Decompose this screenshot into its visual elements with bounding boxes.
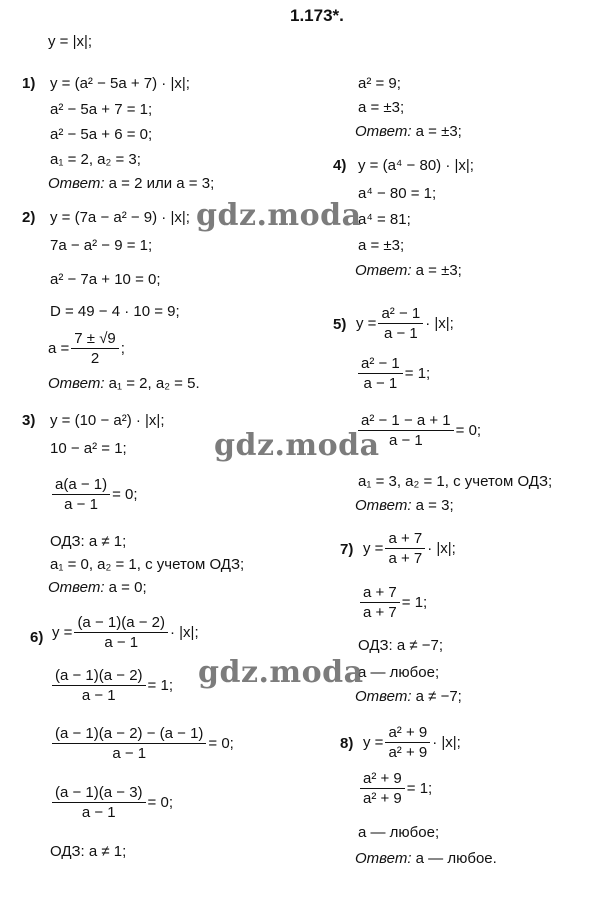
fraction-lhs: y = xyxy=(363,540,384,557)
fraction-rhs: = 1; xyxy=(404,365,431,382)
fraction-denominator: a − 1 xyxy=(64,496,98,513)
answer-value: a = 0; xyxy=(108,579,147,596)
p4-line-3: a⁴ = 81; xyxy=(358,211,411,228)
fraction-numerator: (a − 1)(a − 3) xyxy=(52,784,146,803)
fraction-numerator: (a − 1)(a − 2) xyxy=(52,667,146,686)
p1-line-2: a² − 5a + 7 = 1; xyxy=(50,101,153,118)
p3-line-1: y = (10 − a²) · |x|; xyxy=(50,412,165,429)
fraction-denominator: a² + 9 xyxy=(388,744,428,761)
p6-odz: ОДЗ: a ≠ 1; xyxy=(50,843,127,860)
p2-line-4: D = 49 − 4 · 10 = 9; xyxy=(50,303,180,320)
fraction-rhs: = 0; xyxy=(147,794,173,811)
p2-line-3: a² − 7a + 10 = 0; xyxy=(50,271,161,288)
item-number-2: 2) xyxy=(22,209,36,226)
answer-label: Ответ: xyxy=(48,375,105,392)
fraction-numerator: a(a − 1) xyxy=(52,476,110,495)
fraction-lhs: a = xyxy=(48,340,70,357)
fraction-numerator: a² + 9 xyxy=(385,724,430,743)
intro-line: y = |x|; xyxy=(48,33,93,50)
p1-line-4: a₁ = 2, a₂ = 3; xyxy=(50,151,141,168)
p6-fraction-3 xyxy=(50,725,234,762)
fraction-numerator: a + 7 xyxy=(360,584,400,603)
fraction-numerator: 7 ± √9 xyxy=(71,330,118,349)
p1-line-1: y = (a² − 5a + 7) · |x|; xyxy=(50,75,190,92)
p8-fraction-1 xyxy=(363,724,461,761)
fraction-numerator: a² − 1 xyxy=(378,305,423,324)
item-number-7: 7) xyxy=(340,541,354,558)
answer-value: a = ±3; xyxy=(415,123,462,140)
p5-fraction-2 xyxy=(356,355,430,392)
p3-odz: ОДЗ: a ≠ 1; xyxy=(50,533,127,550)
p4-line-2: a⁴ − 80 = 1; xyxy=(358,185,437,202)
fraction-rhs: · |x|; xyxy=(427,540,456,557)
p8-any: a — любое; xyxy=(358,824,440,841)
p2-line-1: y = (7a − a² − 9) · |x|; xyxy=(50,209,190,226)
answer-value: a ≠ −7; xyxy=(415,688,462,705)
p4-line-1: y = (a⁴ − 80) · |x|; xyxy=(358,157,474,174)
p6-fraction-4 xyxy=(50,784,173,821)
p3-roots: a₁ = 0, a₂ = 1, с учетом ОДЗ; xyxy=(50,556,245,573)
p5-answer xyxy=(355,497,454,515)
p7-odz: ОДЗ: a ≠ −7; xyxy=(358,637,444,654)
answer-label: Ответ: xyxy=(355,688,412,705)
p8-answer xyxy=(355,850,497,868)
problem-title: 1.173*. xyxy=(290,6,344,25)
p7-fraction-2 xyxy=(358,584,427,621)
p2-answer xyxy=(48,375,200,393)
fraction-denominator: a − 1 xyxy=(112,745,147,762)
answer-value: a = 2 или a = 3; xyxy=(108,175,215,192)
fraction-numerator: a² − 1 xyxy=(358,355,403,374)
watermark-1: gdz.moda xyxy=(196,198,362,233)
answer-label: Ответ: xyxy=(355,262,412,279)
fraction-denominator: a − 1 xyxy=(363,375,398,392)
fraction-denominator: a² + 9 xyxy=(363,790,402,807)
p5-roots: a₁ = 3, a₂ = 1, с учетом ОДЗ; xyxy=(358,473,553,490)
p1-line-3: a² − 5a + 6 = 0; xyxy=(50,126,153,143)
p7-fraction-1 xyxy=(363,530,456,567)
fraction-rhs: = 0; xyxy=(112,486,138,503)
fraction-numerator: a² − 1 − a + 1 xyxy=(358,412,454,431)
answer-label: Ответ: xyxy=(355,497,412,514)
answer-value: a — любое. xyxy=(415,850,497,867)
fraction-rhs: = 1; xyxy=(147,677,173,694)
answer-label: Ответ: xyxy=(355,123,412,140)
p3-answer xyxy=(48,579,147,597)
answer-label: Ответ: xyxy=(355,850,412,867)
p8-fraction-2 xyxy=(358,770,432,807)
p4-answer xyxy=(355,262,462,280)
item-number-6: 6) xyxy=(30,629,44,646)
fraction-rhs: ; xyxy=(120,340,125,357)
fraction-lhs: y = xyxy=(356,315,377,332)
r1-answer xyxy=(355,123,462,141)
fraction-rhs: = 1; xyxy=(401,594,428,611)
fraction-denominator: 2 xyxy=(90,350,100,367)
fraction-lhs: y = xyxy=(52,624,73,641)
item-number-8: 8) xyxy=(340,735,354,752)
fraction-rhs: · |x|; xyxy=(432,734,461,751)
watermark-2: gdz.moda xyxy=(214,428,380,463)
answer-label: Ответ: xyxy=(48,579,105,596)
watermark-3: gdz.moda xyxy=(198,655,364,690)
answer-value: a = ±3; xyxy=(415,262,462,279)
fraction-numerator: (a − 1)(a − 2) − (a − 1) xyxy=(52,725,206,744)
p2-line-2: 7a − a² − 9 = 1; xyxy=(50,237,153,254)
item-number-1: 1) xyxy=(22,75,36,92)
fraction-denominator: a − 1 xyxy=(81,804,116,821)
p7-any: a — любое; xyxy=(358,664,440,681)
p2-fraction xyxy=(48,330,125,367)
item-number-5: 5) xyxy=(333,316,347,333)
r1-line-2: a = ±3; xyxy=(358,99,405,116)
p3-line-2: 10 − a² = 1; xyxy=(50,440,127,457)
fraction-lhs: y = xyxy=(363,734,384,751)
p5-fraction-1 xyxy=(356,305,454,342)
item-number-4: 4) xyxy=(333,157,347,174)
fraction-rhs: · |x|; xyxy=(169,624,199,641)
fraction-denominator: a + 7 xyxy=(388,550,423,567)
p3-fraction xyxy=(50,476,138,513)
p6-fraction-1 xyxy=(52,614,199,651)
p6-fraction-2 xyxy=(50,667,173,704)
r1-line-1: a² = 9; xyxy=(358,75,401,92)
fraction-denominator: a − 1 xyxy=(383,325,418,342)
answer-label: Ответ: xyxy=(48,175,105,192)
fraction-numerator: a + 7 xyxy=(385,530,425,549)
fraction-numerator: (a − 1)(a − 2) xyxy=(74,614,168,633)
fraction-denominator: a − 1 xyxy=(81,687,116,704)
fraction-rhs: · |x|; xyxy=(425,315,454,332)
fraction-rhs: = 0; xyxy=(208,735,234,752)
answer-value: a = 3; xyxy=(415,497,454,514)
fraction-denominator: a − 1 xyxy=(104,634,139,651)
fraction-rhs: = 0; xyxy=(455,422,482,439)
p4-line-4: a = ±3; xyxy=(358,237,405,254)
fraction-denominator: a + 7 xyxy=(363,604,397,621)
fraction-rhs: = 1; xyxy=(406,780,433,797)
p7-answer xyxy=(355,688,462,706)
answer-value: a₁ = 2, a₂ = 5. xyxy=(108,375,200,392)
item-number-3: 3) xyxy=(22,412,36,429)
p1-answer xyxy=(48,175,214,193)
fraction-denominator: a − 1 xyxy=(388,432,423,449)
fraction-numerator: a² + 9 xyxy=(360,770,405,789)
